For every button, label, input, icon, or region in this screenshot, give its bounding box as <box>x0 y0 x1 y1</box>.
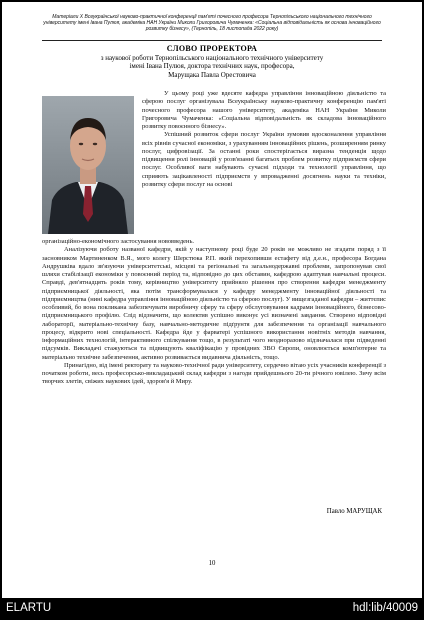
handle-identifier: hdl:lib/40009 <box>352 602 418 614</box>
paragraph-3: Аналізуючи роботу названої кафедри, якій у наступному році буде 20 років не можливо не згадати поряд з її засновником Мартиненком В.Я., мого колегу Шерстюка Р.П. який перехопивши естафету від д.е.н., професора Богдана Андрушківа вдало зв'язуючи університетські, місцеві та регіональні та загальнодержавні проблеми, запропонував свої шляхи стабілізації економіки у повоєнний період та, відповідно до цих обставин, кафедрою адаптував навчальні процеси. Справді, дев'ятнадцять років тому, керівництво університету прийняло рішення про створення кафедри менеджменту підприємницької діяльності, яка потім трансформувалася у кафедру менеджменту інноваційної діяльності та підприємництва (нині кафедра управління інноваційною діяльністю та сферою послуг). У вищезгаданої кафедри – життєпис особливий, бо вона покликана забезпечувати виробничу сферу та сферу обслуговування кадрами інноваційного, бізнесово-підприємницького профілю. Слід відзначити, що колектив успішно виконує усі визначені завдання. Створено відповідні лабораторії, матеріально-технічну базу, навчально-методичне підґрунтя для забезпечення та організації навчального процесу, відкрито нові спеціальності. Кафедра йде у фарватері успішного використання новітніх методів навчання, інформаційних технологій, інтерактивного спілкування тощо, в результаті чого неодноразово відзначалася при підведенні підсумків. Викладачі стажуються та підвищують кваліфікацію у провідних ЗВО Європи, оновлюється комп'ютерне та матеріально технічне забезпечення, активно розвивається видавнича діяльність, тощо. <box>42 246 386 361</box>
intro-text-beside-photo <box>142 90 386 189</box>
paragraph-4: Принагідно, від імені ректорату та науково-технічної ради університету, сердечно вітаю усіх учасників конференції з початком роботи, весь професорсько-викладацький склад кафедри з нагоди прийдешнього 20-ти річного ювілею. Зичу всім творчих злетів, свіжих наукових ідей, здоров'я й Миру. <box>42 361 386 386</box>
paragraph-2-continuation: організаційно-економічного застосування нововведень. <box>42 238 194 245</box>
page-title: СЛОВО ПРОРЕКТОРА <box>166 44 258 53</box>
document-page <box>2 2 422 598</box>
subtitle-line-3: Марущака Павла Орестовича <box>168 70 256 79</box>
page-number: 10 <box>208 560 216 567</box>
subtitle <box>42 54 382 79</box>
paragraph-1: У цьому році уже вдесяте кафедра управління інноваційною діяльністю та сферою послуг організувала Всеукраїнську науково-практичну конференцію пам'яті почесного професора нашого університету, академіка НАН України Миколи Григоровича Чумаченка: «Соціальна відповідальність як складова інноваційного розвитку повоєнного бізнесу». <box>142 90 386 130</box>
subtitle-line-2: імені Івана Пулюя, доктора технічних наук, професора, <box>129 62 295 71</box>
repository-name: ELARTU <box>6 602 52 614</box>
header-rule <box>42 40 382 41</box>
paragraph-2-beside-photo: Успішний розвиток сфери послуг України зумовив вдосконалення управління всіх рівнів сучасної економіки, з урахуванням інноваційних рішень, розширенням ринку послуг, цифровізації. За останні роки спостерігається виразна тенденція щодо підвищення ролі інновацій у розв'язанні багатьох проблем розвитку підприємств сфери послуг. Особливої ваги набувають сучасні підходи та технології управління, що сприяють зацікавленості підприємств у впровадженні досягнень науки та техніки, розвитку сфери послуг на основі <box>142 131 386 188</box>
main-text <box>42 238 386 387</box>
subtitle-line-1: з наукової роботи Тернопільського національного технічного університету <box>100 54 324 62</box>
signature: Павло МАРУЩАК <box>326 508 382 515</box>
author-portrait-photo <box>42 96 134 234</box>
repository-footer <box>0 598 424 620</box>
running-header: Матеріали Х Всеукраїнської науково-практичної конференції пам'яті почесного професора Тернопільського національного технічного університету імені Івана Пулюя, академіка НАН України Миколи Григоровича Чумаченка: «Соціальна відповідальність як основа інноваційного розвитку бізнесу», (Тернопіль, 18 листопада 2022 року) <box>43 14 381 32</box>
